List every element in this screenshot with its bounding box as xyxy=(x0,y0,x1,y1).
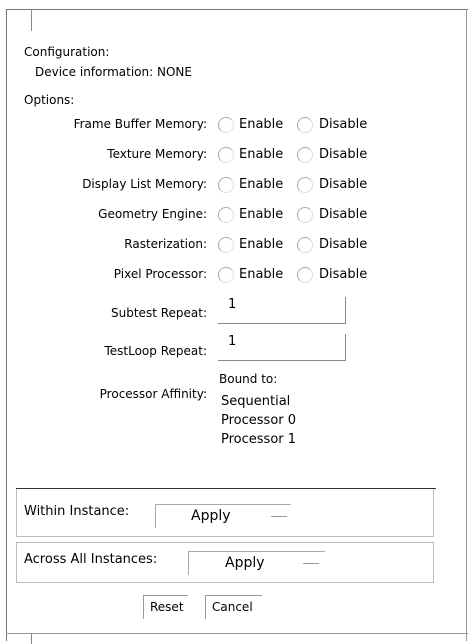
rasterization-disable-radio[interactable] xyxy=(297,237,313,253)
list-item[interactable]: Processor 1 xyxy=(221,432,297,447)
display-list-enable-radio[interactable] xyxy=(218,177,234,193)
texture-memory-disable-radio[interactable] xyxy=(297,147,313,163)
subtest-repeat-value: 1 xyxy=(228,297,237,312)
enable-label: Enable xyxy=(239,117,284,132)
device-information: Device information: NONE xyxy=(35,65,192,79)
option-label: Display List Memory: xyxy=(82,177,207,191)
disable-label: Disable xyxy=(319,267,368,282)
option-label: Pixel Processor: xyxy=(113,267,207,281)
frame-left-border xyxy=(6,9,7,641)
frame-right-border xyxy=(466,9,467,641)
frame-corner-bottom xyxy=(6,634,32,644)
processor-affinity-label: Processor Affinity: xyxy=(99,387,207,401)
subtest-repeat-label: Subtest Repeat: xyxy=(111,306,207,320)
frame-bottom-border xyxy=(6,633,468,634)
enable-label: Enable xyxy=(239,177,284,192)
testloop-repeat-label: TestLoop Repeat: xyxy=(104,344,207,358)
apply-label: Apply xyxy=(225,555,265,571)
enable-label: Enable xyxy=(239,147,284,162)
subtest-repeat-field[interactable] xyxy=(218,297,346,324)
frame-corner xyxy=(6,9,32,31)
option-menu-indicator xyxy=(303,563,319,564)
configuration-heading: Configuration: xyxy=(24,45,110,59)
rasterization-enable-radio[interactable] xyxy=(218,237,234,253)
apply-label: Apply xyxy=(191,508,231,524)
across-instances-apply-button[interactable] xyxy=(188,551,325,575)
options-heading: Options: xyxy=(24,93,75,107)
frame-buffer-disable-radio[interactable] xyxy=(297,117,313,133)
frame-buffer-enable-radio[interactable] xyxy=(218,117,234,133)
testloop-repeat-value: 1 xyxy=(228,334,237,349)
disable-label: Disable xyxy=(319,237,368,252)
pixel-processor-disable-radio[interactable] xyxy=(297,267,313,283)
disable-label: Disable xyxy=(319,117,368,132)
frame-top-border xyxy=(6,9,468,10)
reset-label: Reset xyxy=(150,600,184,614)
bound-to-label: Bound to: xyxy=(219,372,278,386)
texture-memory-enable-radio[interactable] xyxy=(218,147,234,163)
within-instance-label: Within Instance: xyxy=(24,504,130,519)
pixel-processor-enable-radio[interactable] xyxy=(218,267,234,283)
disable-label: Disable xyxy=(319,207,368,222)
list-item[interactable]: Processor 0 xyxy=(221,413,297,428)
enable-label: Enable xyxy=(239,207,284,222)
cancel-button[interactable] xyxy=(205,595,262,619)
geometry-engine-disable-radio[interactable] xyxy=(297,207,313,223)
display-list-disable-radio[interactable] xyxy=(297,177,313,193)
enable-label: Enable xyxy=(239,267,284,282)
option-menu-indicator xyxy=(271,516,287,517)
option-label: Frame Buffer Memory: xyxy=(73,117,207,131)
disable-label: Disable xyxy=(319,177,368,192)
reset-button[interactable] xyxy=(143,595,188,619)
testloop-repeat-field[interactable] xyxy=(218,334,346,361)
cancel-label: Cancel xyxy=(212,600,253,614)
option-label: Geometry Engine: xyxy=(98,207,207,221)
within-instance-apply-button[interactable] xyxy=(155,504,291,528)
across-instances-label: Across All Instances: xyxy=(24,552,158,567)
list-item[interactable]: Sequential xyxy=(221,394,291,409)
geometry-engine-enable-radio[interactable] xyxy=(218,207,234,223)
option-label: Rasterization: xyxy=(124,237,207,251)
option-label: Texture Memory: xyxy=(107,147,207,161)
enable-label: Enable xyxy=(239,237,284,252)
disable-label: Disable xyxy=(319,147,368,162)
